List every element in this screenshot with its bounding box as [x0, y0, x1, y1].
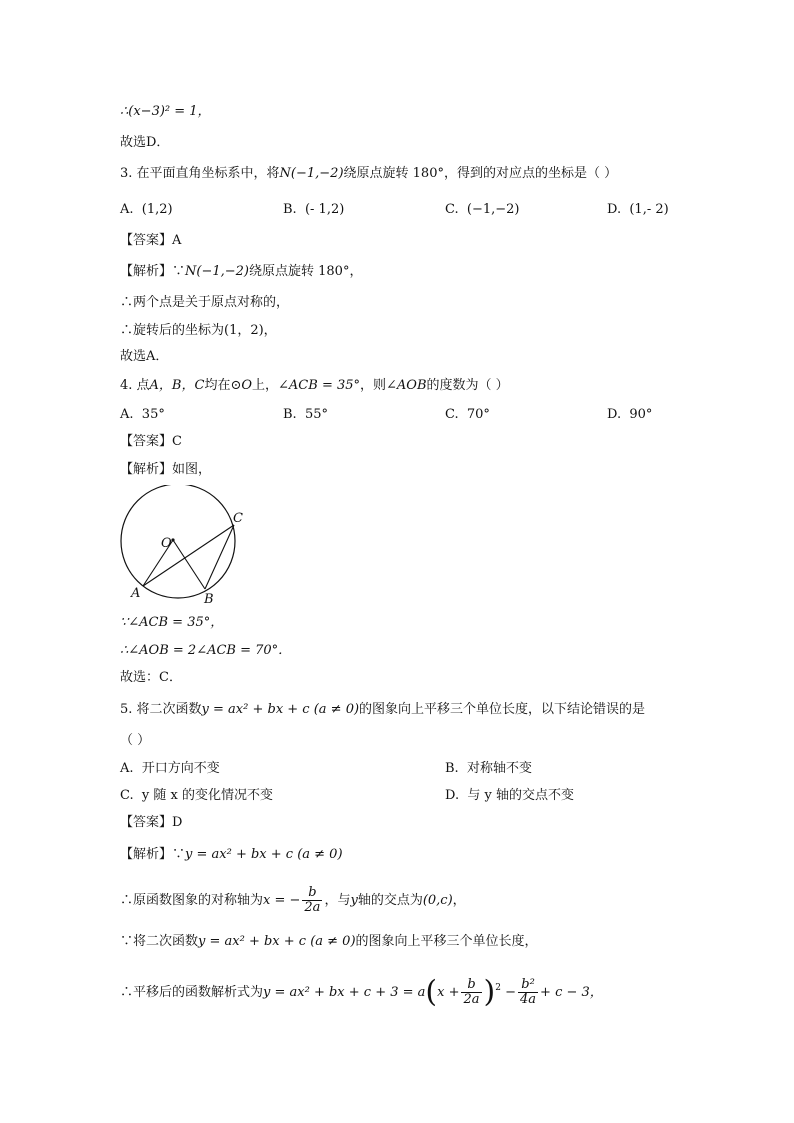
circle-o — [121, 485, 235, 598]
q5-option-d: D. 与 y 轴的交点不变 — [445, 788, 574, 803]
q5-step1: ∴原函数图象的对称轴为x = − $\frac{b}{2a}$ ，与y轴的交点为(0,c)， — [120, 885, 466, 915]
fraction-b-over-2a-2: $\frac{b}{2a}$ — [463, 977, 480, 1007]
q4-option-d: D. 90° — [607, 407, 653, 422]
q4-choose: 故选：C． — [120, 670, 182, 685]
q5-step2: ∵将二次函数y = ax² + bx + c (a ≠ 0)的图象向上平移三个单位长度， — [120, 934, 538, 949]
fraction-b2-over-4a: $\frac{\text{b²}}{4a}$ — [520, 977, 537, 1007]
q4-step2: ∴∠AOB = 2∠ACB = 70°． — [120, 643, 292, 658]
q4-answer: 【答案】C — [120, 434, 182, 449]
label-b: B — [204, 592, 214, 607]
q3-option-a: A. (1,2) — [120, 202, 173, 217]
fraction-b-over-2a: $\frac{b}{2a}$ — [304, 885, 321, 915]
q5-answer: 【答案】D — [120, 815, 183, 830]
q5-option-b: B. 对称轴不变 — [445, 761, 532, 776]
label-a: A — [131, 586, 141, 601]
label-c: C — [233, 511, 243, 526]
circle-figure — [115, 485, 255, 610]
q3-stem: 3. 在平面直角坐标系中，将N(−1,−2)绕原点旋转 180°，得到的对应点的坐标是（ ） — [120, 166, 618, 181]
q5-option-a: A. 开口方向不变 — [120, 761, 220, 776]
q4-option-b: B. 55° — [283, 407, 328, 422]
q5-analysis: 【解析】∵y = ax² + bx + c (a ≠ 0) — [120, 847, 343, 862]
q4-analysis: 【解析】如图， — [120, 462, 212, 477]
q2-equation: ∴(x−3)² = 1， — [120, 104, 211, 119]
q3-analysis: 【解析】∵N(−1,−2)绕原点旋转 180°， — [120, 264, 363, 279]
q4-option-c: C. 70° — [445, 407, 490, 422]
q3-option-b: B. (- 1,2) — [283, 202, 345, 217]
center-point — [171, 538, 174, 541]
q5-option-c: C. y 随 x 的变化情况不变 — [120, 788, 273, 803]
q4-stem: 4. 点A，B，C均在⊙O上，∠ACB = 35°，则∠AOB的度数为（ ） — [120, 378, 509, 393]
q2-choose: 故选D． — [120, 135, 170, 150]
q3-choose: 故选A． — [120, 349, 169, 364]
q4-option-a: A. 35° — [120, 407, 165, 422]
q3-step2: ∴旋转后的坐标为(1，2)， — [120, 323, 277, 338]
label-o: O — [161, 536, 172, 551]
q5-step3: ∴平移后的函数解析式为y = ax² + bx + c + 3 = a(x + $\frac{b}{2a}$ )$^2$ − $\frac{\text{b²}}{4a}$ + c − 3， — [120, 974, 603, 1010]
q3-option-c: C. (−1,−2) — [445, 202, 520, 217]
q3-option-d: D. (1,- 2) — [607, 202, 669, 217]
q5-stem: 5. 将二次函数y = ax² + bx + c (a ≠ 0)的图象向上平移三个单位长度，以下结论错误的是 — [120, 702, 646, 717]
q5-paren: （ ） — [120, 733, 151, 748]
q3-answer: 【答案】A — [120, 233, 182, 248]
q3-step1: ∴两个点是关于原点对称的， — [120, 295, 290, 310]
q4-step1: ∵∠ACB = 35°， — [120, 615, 224, 630]
